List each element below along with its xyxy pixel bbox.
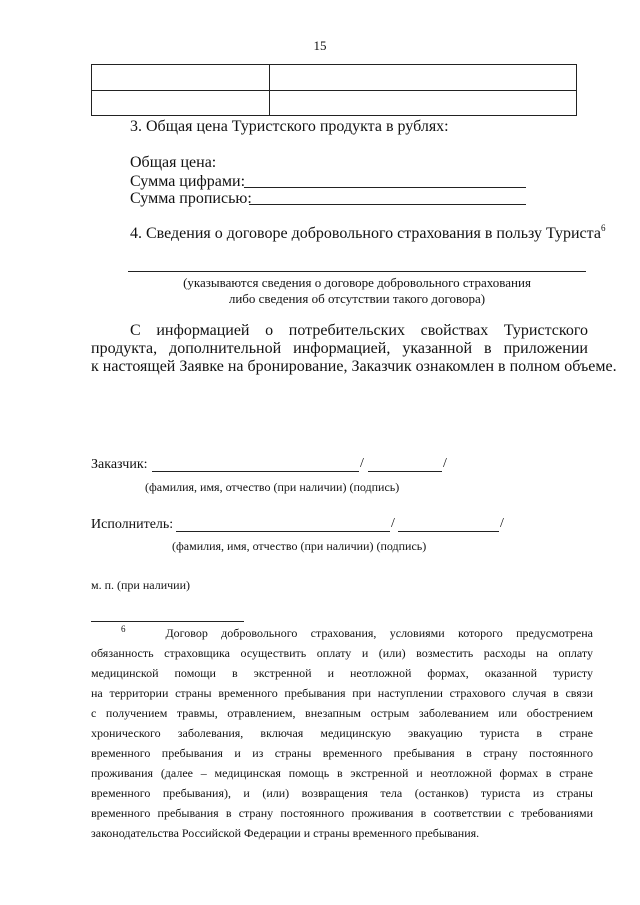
footnote-line: законодательства Российской Федерации и страны временного пребывания. [91, 826, 480, 840]
table-row [92, 65, 577, 91]
insurance-info-field[interactable] [128, 271, 586, 272]
table-row [92, 90, 577, 116]
footnote-line: временного пребывания), и (или) возвращения тела (останков) туриста из страны [91, 786, 593, 800]
customer-name-field[interactable] [152, 471, 359, 472]
ack-word: приложении [503, 340, 588, 357]
footnote-line: с получением травмы, отравлением, внезапным острым заболеванием или обострением [91, 706, 593, 720]
acknowledgement-line1 [130, 322, 588, 340]
ack-word: продукта, [91, 340, 158, 357]
footnote-line: на территории страны временного пребывания при наступлении страхового случая в связи [91, 686, 593, 700]
acknowledgement-line2 [91, 340, 588, 358]
footnote-separator [91, 621, 244, 622]
footnote-line: временного пребывания и из страны временного пребывания в страну постоянного [91, 746, 593, 760]
ack-word: о [265, 322, 274, 339]
insurance-hint-line1: (указываются сведения о договоре добровольного страхования [183, 275, 531, 290]
executor-slash: / [391, 516, 395, 531]
footnote-line: хронического заболевания, включая медицинскую эвакуацию туриста в стране [91, 726, 593, 740]
section4-title-text: 4. Сведения о договоре добровольного страхования в пользу Туриста [130, 225, 601, 242]
section4-title [130, 225, 605, 243]
customer-label: Заказчик: [91, 457, 148, 472]
footnote-mark: 6 [121, 624, 126, 634]
ack-word: Туристского [503, 322, 588, 339]
executor-hint: (фамилия, имя, отчество (при наличии) (подпись) [172, 539, 427, 553]
total-price-label: Общая цена: [130, 154, 217, 171]
footnote-line: проживания (далее – медицинская помощь в экстренной и неотложной формах в стране [91, 766, 593, 780]
acknowledgement-line3: к настоящей Заявке на бронирование, Заказчик ознакомлен в полном объеме. [91, 358, 617, 375]
footnote-line: медицинской помощи в экстренной и неотложной формах, оказанной туристу [91, 666, 593, 680]
sum-digits-label: Сумма цифрами: [130, 173, 246, 190]
table-cell [92, 65, 270, 91]
table-cell [270, 65, 577, 91]
ack-word: информацией [156, 322, 250, 339]
table-cell [92, 90, 270, 116]
ack-word: свойствах [420, 322, 489, 339]
stamp-note: м. п. (при наличии) [91, 578, 190, 592]
footnote-text: Договор добровольного страхования, условиями которого предусмотрена [165, 626, 594, 640]
customer-slash-end: / [443, 456, 447, 471]
section3-title: 3. Общая цена Туристского продукта в рублях: [130, 118, 449, 135]
ack-word: потребительских [288, 322, 405, 339]
insurance-hint-line2: либо сведения об отсутствии такого договора) [228, 291, 486, 306]
ack-word: С [130, 322, 141, 339]
customer-slash: / [360, 456, 364, 471]
executor-label: Исполнитель: [91, 517, 174, 532]
sum-digits-field[interactable] [244, 187, 526, 188]
customer-signature-field[interactable] [368, 471, 442, 472]
data-table [91, 64, 577, 116]
sum-words-field[interactable] [249, 204, 526, 205]
executor-name-field[interactable] [176, 531, 390, 532]
footnote-reference: 6 [600, 223, 606, 233]
footnote-line: временного пребывания в страну постоянного проживания в соответствии с требованиями [91, 806, 593, 820]
page-number: 15 [313, 38, 327, 53]
ack-word: информацией, [293, 340, 391, 357]
sum-words-label: Сумма прописью: [130, 190, 252, 207]
footnote-line: обязанность страховщика осуществить оплату и (или) возместить расходы на оплату [91, 646, 593, 660]
executor-slash-end: / [500, 516, 504, 531]
executor-signature-field[interactable] [398, 531, 499, 532]
footnote-line [121, 626, 593, 641]
customer-hint: (фамилия, имя, отчество (при наличии) (подпись) [145, 480, 400, 494]
ack-word: в [484, 340, 492, 357]
ack-word: дополнительной [169, 340, 282, 357]
table-cell [270, 90, 577, 116]
ack-word: указанной [402, 340, 473, 357]
